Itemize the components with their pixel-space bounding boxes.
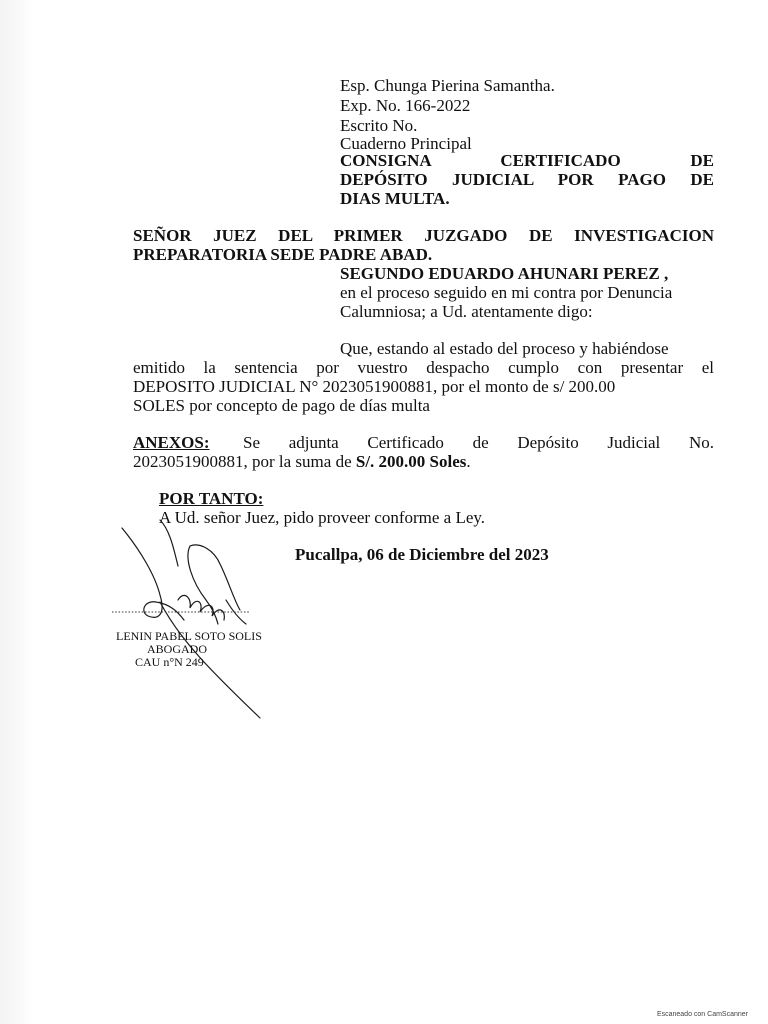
anexos-end: . [466, 452, 471, 471]
anexos-text: Se adjunta Certificado de Depósito Judicial No. [243, 433, 714, 452]
addressee-line1: SEÑOR JUEZ DEL PRIMER JUZGADO DE INVESTIGACION [133, 226, 714, 245]
signature-name: LENIN PABEL SOTO SOLIS [116, 629, 262, 643]
party-line2: en el proceso seguido en mi contra por Denuncia [340, 283, 673, 302]
place-date: Pucallpa, 06 de Diciembre del 2023 [295, 545, 549, 564]
anexos-line2 [133, 452, 471, 472]
body-line2: emitido la sentencia por vuestro despacho cumplo con presentar el [133, 358, 714, 377]
header-specialist: Esp. Chunga Pierina Samantha. [340, 76, 555, 95]
scan-edge [0, 0, 34, 1024]
body-line3: DEPOSITO JUDICIAL N° 2023051900881, por el monto de s/ 200.00 [133, 377, 616, 396]
anexos-line1 [133, 433, 714, 453]
header-subject-line3: DIAS MULTA. [340, 189, 450, 208]
header-cuaderno: Cuaderno Principal [340, 134, 472, 153]
anexos-label: ANEXOS: [133, 433, 210, 452]
body-line1: Que, estando al estado del proceso y habiéndose [340, 339, 669, 358]
anexos-deposit-number: 2023051900881, por la suma de [133, 452, 356, 471]
party-line3: Calumniosa; a Ud. atentamente digo: [340, 302, 593, 321]
addressee-line2: PREPARATORIA SEDE PADRE ABAD. [133, 245, 433, 264]
anexos-amount: S/. 200.00 Soles [355, 452, 467, 471]
handwritten-signature [100, 520, 300, 730]
party-name: SEGUNDO EDUARDO AHUNARI PEREZ , [340, 264, 669, 283]
closing-request: A Ud. señor Juez, pido proveer conforme a Ley. [159, 508, 486, 527]
por-tanto-heading: POR TANTO: [159, 489, 264, 508]
scanner-watermark: Escaneado con CamScanner [656, 1011, 748, 1018]
header-escrito: Escrito No. [340, 116, 418, 135]
signature-registration: CAU n°N 249 [135, 655, 204, 669]
header-subject-line1: CONSIGNA CERTIFICADO DE [340, 151, 714, 170]
header-subject-line2: DEPÓSITO JUDICIAL POR PAGO DE [340, 170, 714, 189]
body-line4: SOLES por concepto de pago de días multa [133, 396, 430, 415]
signature-title: ABOGADO [147, 642, 207, 656]
header-expediente: Exp. No. 166-2022 [340, 96, 471, 115]
